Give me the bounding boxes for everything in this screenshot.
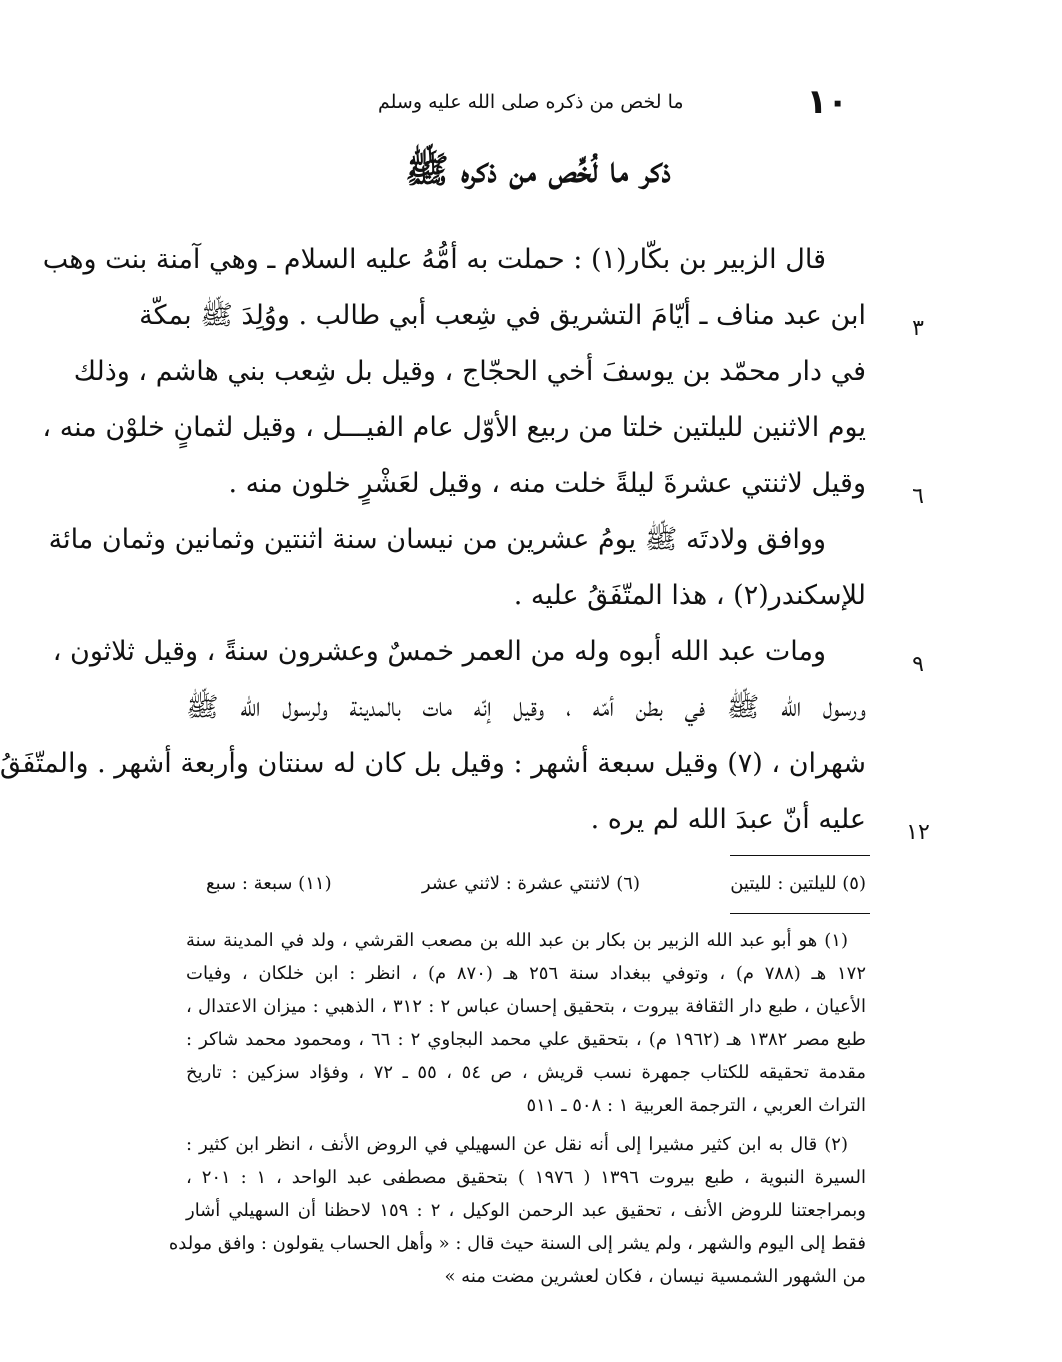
body-line: شهران ، (٧) وقيل سبعة أشهر : وقيل بل كان له سنتان وأربعة أشهر . والمتّفَقُ <box>0 748 866 779</box>
body-line: ابن عبد مناف ـ أيّامَ التشريق في شِعب أبي طالب . ووُلِدَ ﷺ بمكّة <box>139 300 866 331</box>
body-line: يوم الاثنين لليلتين خلتا من ربيع الأوّل عام الفيـــل ، وقيل لثمانٍ خلوْن منه ، <box>42 412 866 443</box>
footnote-line: ١٧٢ هـ (٧٨٨ م) ، وتوفي ببغداد سنة ٢٥٦ هـ (٨٧٠ م) ، انظر : ابن خلكان ، وفيات <box>186 963 866 984</box>
body-line: للإسكندر(٢) ، هذا المتّفَقُ عليه . <box>513 580 866 611</box>
running-header <box>378 82 848 122</box>
line-number: ٣ <box>912 316 924 341</box>
footnote-line: من الشهور الشمسية نيسان ، فكان لعشرين مضت منه » <box>444 1266 866 1287</box>
footnote-line: طبع مصر ١٣٨٢ هـ (١٩٦٢ م) ، بتحقيق علي محمد البجاوي ٢ : ٦٦ ، ومحمود محمد شاكر : <box>186 1029 866 1050</box>
variant-note: (٥) لليلتين : لليتين <box>730 873 866 894</box>
line-number: ١٢ <box>906 820 930 845</box>
footnote-line: مقدمة تحقيقه للكتاب جمهرة نسب قريش ، ص ٥٤ ، ٥٥ ـ ٧٢ ، وفؤاد سزكين : تاريخ <box>186 1062 866 1083</box>
variant-note: (٦) لاثنتي عشرة : لاثني عشر <box>421 873 640 894</box>
footnote-line: (٢) قال به ابن كثير مشيرا إلى أنه نقل عن السهيلي في الروض الأنف ، انظر ابن كثير : <box>186 1134 848 1155</box>
footnote-line: (١) هو أبو عبد الله الزبير بن بكار بن عبد الله بن مصعب القرشي ، ولد في المدينة سنة <box>186 930 848 951</box>
footnote-line: التراث العربي ، الترجمة العربية ١ : ٥٠٨ ـ ٥١١ <box>526 1095 866 1116</box>
divider-rule <box>730 913 870 914</box>
body-line: ووافق ولادتَه ﷺ يومُ عشرين من نيسان سنة اثنتين وثمانين وثمان مائة <box>48 524 826 555</box>
main-text <box>0 232 866 848</box>
body-line: في دار محمّد بن يوسفَ أخي الحجّاج ، وقيل بل شِعب بني هاشم ، وذلك <box>73 356 866 387</box>
body-line: ومات عبد الله أبوه وله من العمر خمسٌ وعشرون سنةً ، وقيل ثلاثون ، <box>52 636 826 667</box>
body-line: عليه أنّ عبدَ الله لم يره . <box>590 804 866 835</box>
footnote-line: الأعيان ، طبع دار الثقافة بيروت ، بتحقيق إحسان عباس ٢ : ٣١٢ ، الذهبي : ميزان الاعتدال ، <box>186 996 866 1017</box>
running-title: ما لخص من ذكره صلى الله عليه وسلم <box>378 91 684 113</box>
body-line: ورسول الله ﷺ في بطن أمّه ، وقيل إنّه مات بالمدينة ولرسول الله ﷺ <box>186 692 866 723</box>
footnotes <box>168 924 867 1293</box>
divider-rule <box>730 855 870 856</box>
footnote-line: فقط إلى اليوم والشهر ، ولم يشر إلى السنة حيث قال : « وأهل الحساب يقولون : وافق مولده <box>168 1233 866 1254</box>
footnote-line: وبمراجعتنا للروض الأنف ، تحقيق عبد الرحمن الوكيل ، ٢ : ١٥٩ لاحظنا أن السهيلي أشار <box>186 1200 866 1221</box>
line-number: ٩ <box>912 652 924 677</box>
variant-note: (١١) سبعة : سبع <box>206 873 332 894</box>
chapter-title: ذكر ما لُخِّص من ذكره ﷺ <box>405 149 671 191</box>
variant-readings <box>206 870 866 898</box>
body-line: قال الزبير بن بكّار(١) : حملت به أمُّهُ عليه السلام ـ وهي آمنة بنت وهب <box>42 244 826 275</box>
body-line: وقيل لاثنتي عشرةَ ليلةً خلت منه ، وقيل لعَشْرٍ خلون منه . <box>228 468 866 499</box>
footnote-line: السيرة النبوية ، طبع بيروت ١٣٩٦ ( ١٩٧٦ ) بتحقيق مصطفى عبد الواحد ، ١ : ٢٠١ ، <box>186 1167 867 1188</box>
page-number: ١٠ <box>806 82 848 122</box>
line-number: ٦ <box>912 484 924 509</box>
